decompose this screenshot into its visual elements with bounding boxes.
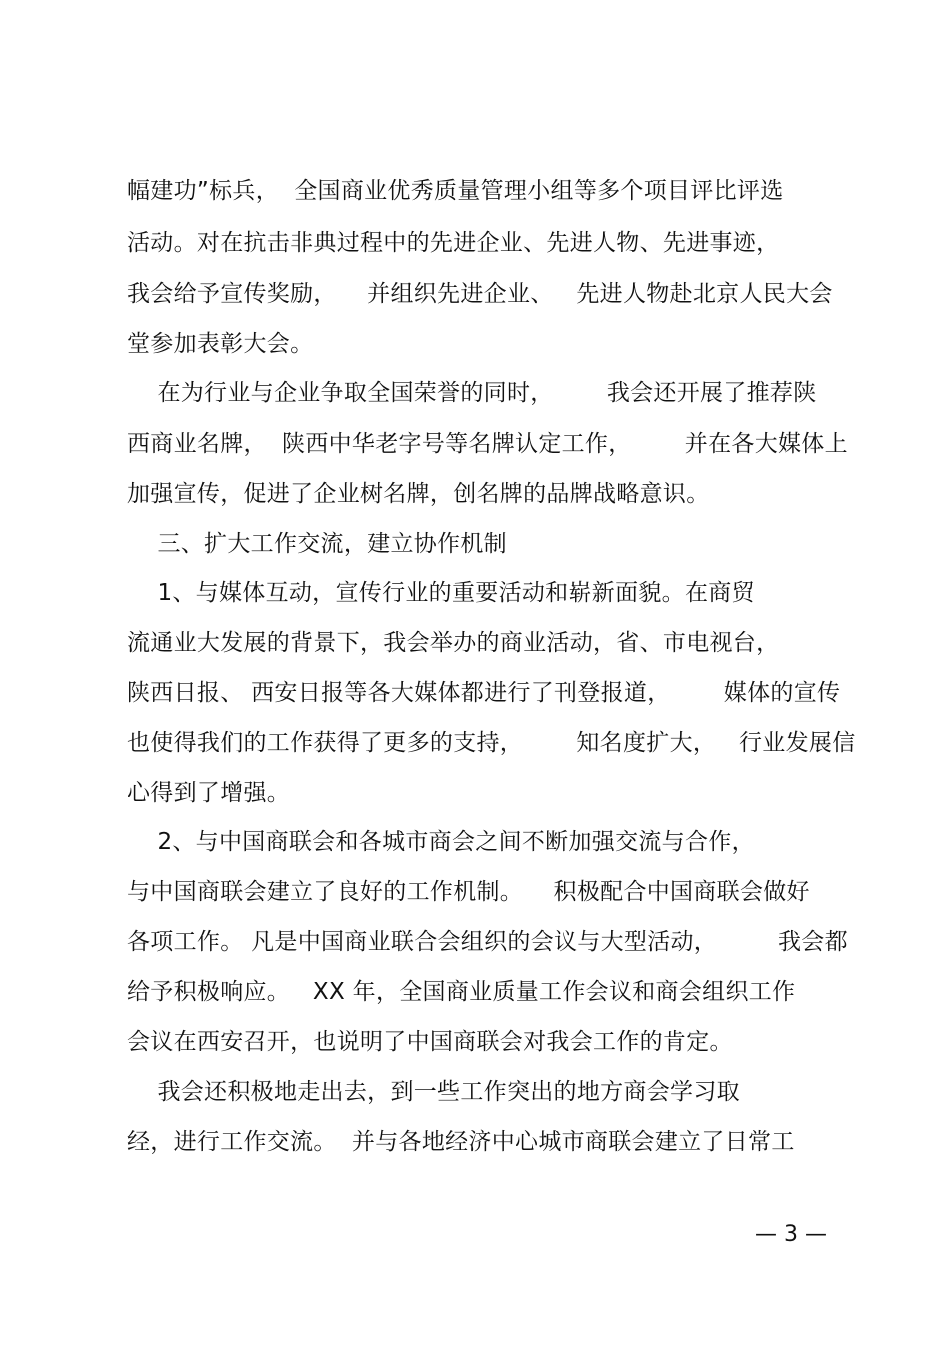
text-line: 在为行业与企业争取全国荣誉的同时， 我会还开展了推荐陕: [127, 380, 817, 406]
text-line: 幅建功”标兵， 全国商业优秀质量管理小组等多个项目评比评选: [127, 178, 784, 204]
text-line: 各项工作。 凡是中国商业联合会组织的会议与大型活动， 我会都: [127, 929, 848, 955]
text-line: 也使得我们的工作获得了更多的支持， 知名度扩大， 行业发展信: [127, 730, 856, 756]
text-line: 加强宣传，促进了企业树名牌，创名牌的品牌战略意识。: [127, 481, 710, 507]
text-line: 堂参加表彰大会。: [127, 331, 314, 357]
text-line: 心得到了增强。: [127, 780, 291, 806]
text-line: 经，进行工作交流。 并与各地经济中心城市商联会建立了日常工: [127, 1129, 795, 1155]
text-line: 陕西日报、 西安日报等各大媒体都进行了刊登报道， 媒体的宣传: [127, 680, 841, 706]
text-line: 会议在西安召开，也说明了中国商联会对我会工作的肯定。: [127, 1029, 733, 1055]
text-line: 西商业名牌， 陕西中华老字号等名牌认定工作， 并在各大媒体上: [127, 431, 848, 457]
text-line: 我会给予宣传奖励， 并组织先进企业、 先进人物赴北京人民大会: [127, 281, 833, 307]
text-line: 与中国商联会建立了良好的工作机制。 积极配合中国商联会做好: [127, 879, 810, 905]
text-line: 流通业大发展的背景下，我会举办的商业活动，省、市电视台，: [127, 630, 780, 656]
text-line: 给予积极响应。 XX 年，全国商业质量工作会议和商会组织工作: [127, 979, 796, 1005]
section-heading: 三、扩大工作交流，建立协作机制: [127, 531, 507, 557]
text-line: 1、与媒体互动，宣传行业的重要活动和崭新面貌。在商贸: [127, 580, 755, 606]
page-number: — 3 —: [755, 1222, 827, 1247]
text-line: 活动。对在抗击非典过程中的先进企业、先进人物、先进事迹，: [127, 230, 780, 256]
text-line: 我会还积极地走出去，到一些工作突出的地方商会学习取: [127, 1079, 740, 1105]
text-line: 2、与中国商联会和各城市商会之间不断加强交流与合作，: [127, 829, 755, 855]
